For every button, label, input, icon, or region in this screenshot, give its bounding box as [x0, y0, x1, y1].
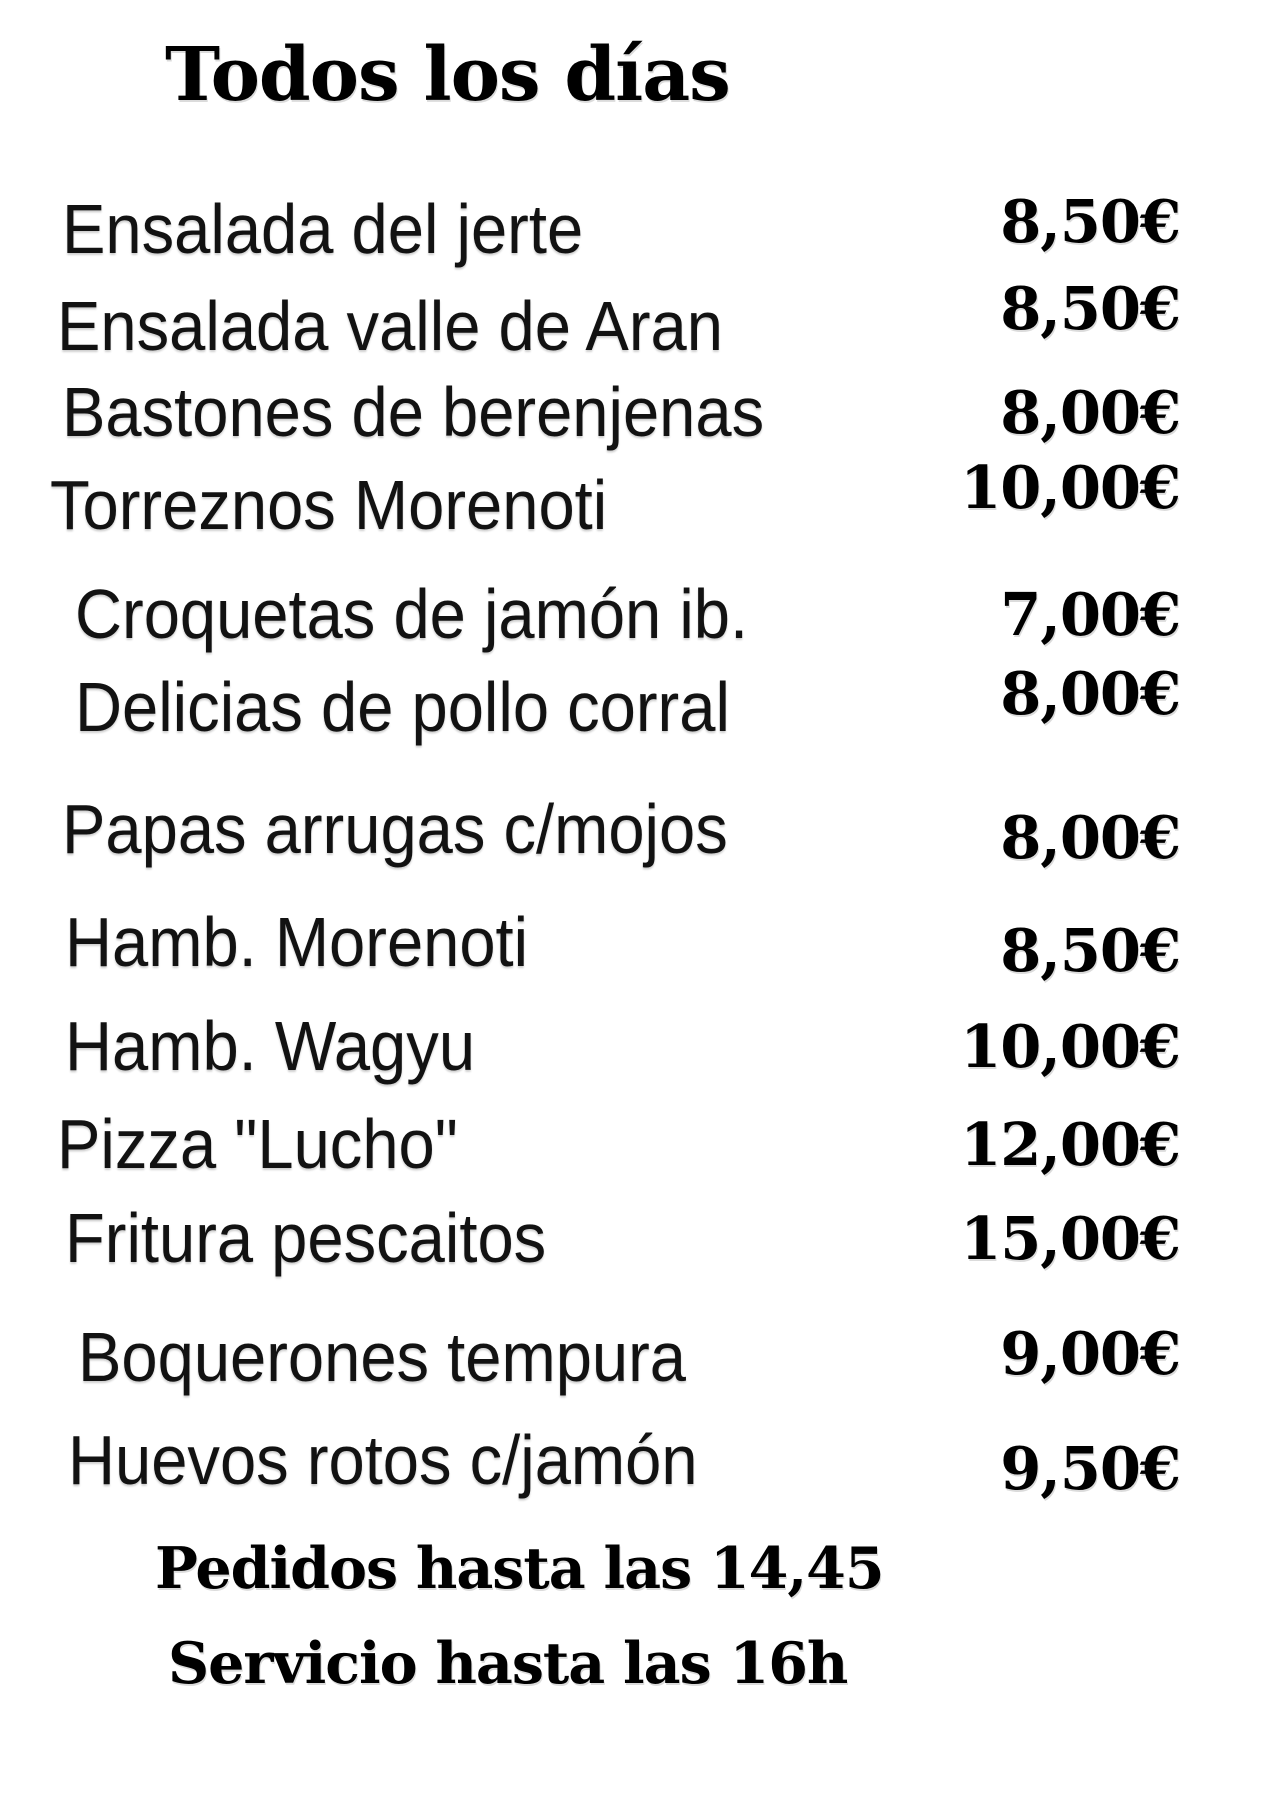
menu-item-row — [65, 1199, 1180, 1277]
menu-item-row — [62, 373, 1180, 451]
item-price: 8,00€ — [1000, 658, 1180, 728]
item-name: Pizza "Lucho" — [57, 1105, 458, 1183]
item-name: Ensalada valle de Aran — [57, 287, 723, 365]
item-price: 10,00€ — [960, 1011, 1180, 1081]
menu-item-row — [75, 658, 1180, 746]
menu-title: Todos los días — [165, 32, 730, 118]
item-name: Huevos rotos c/jamón — [68, 1421, 698, 1499]
footer-note-orders: Pedidos hasta las 14,45 — [155, 1535, 884, 1602]
menu-item-row — [68, 1421, 1180, 1503]
menu-item-row — [65, 1007, 1180, 1085]
menu-item-row — [62, 186, 1180, 268]
item-price: 9,50€ — [1000, 1433, 1180, 1503]
menu-item-row — [75, 575, 1180, 653]
item-name: Croquetas de jamón ib. — [75, 575, 749, 653]
footer-note-service: Servicio hasta las 16h — [168, 1630, 848, 1697]
item-price: 12,00€ — [960, 1109, 1180, 1179]
item-price: 8,50€ — [1000, 186, 1180, 256]
item-name: Hamb. Morenoti — [65, 903, 529, 981]
item-price: 9,00€ — [1000, 1318, 1180, 1388]
item-name: Bastones de berenjenas — [62, 373, 765, 451]
menu-item-row — [65, 903, 1180, 985]
item-name: Boquerones tempura — [78, 1318, 687, 1396]
item-price: 10,00€ — [960, 452, 1180, 522]
menu-item-row — [57, 1105, 1180, 1183]
item-name: Delicias de pollo corral — [75, 668, 730, 746]
item-price: 8,50€ — [1000, 915, 1180, 985]
item-name: Ensalada del jerte — [62, 190, 584, 268]
menu-item-row — [57, 273, 1180, 365]
item-price: 8,50€ — [1000, 273, 1180, 343]
item-price: 15,00€ — [960, 1203, 1180, 1273]
menu-item-row — [50, 452, 1180, 544]
item-price: 8,00€ — [1000, 377, 1180, 447]
item-price: 8,00€ — [1000, 802, 1180, 872]
item-name: Hamb. Wagyu — [65, 1007, 476, 1085]
menu-item-row — [78, 1318, 1180, 1396]
item-price: 7,00€ — [1000, 579, 1180, 649]
item-name: Torreznos Morenoti — [50, 466, 608, 544]
item-name: Papas arrugas c/mojos — [62, 790, 728, 868]
menu-item-row — [62, 790, 1180, 872]
item-name: Fritura pescaitos — [65, 1199, 547, 1277]
